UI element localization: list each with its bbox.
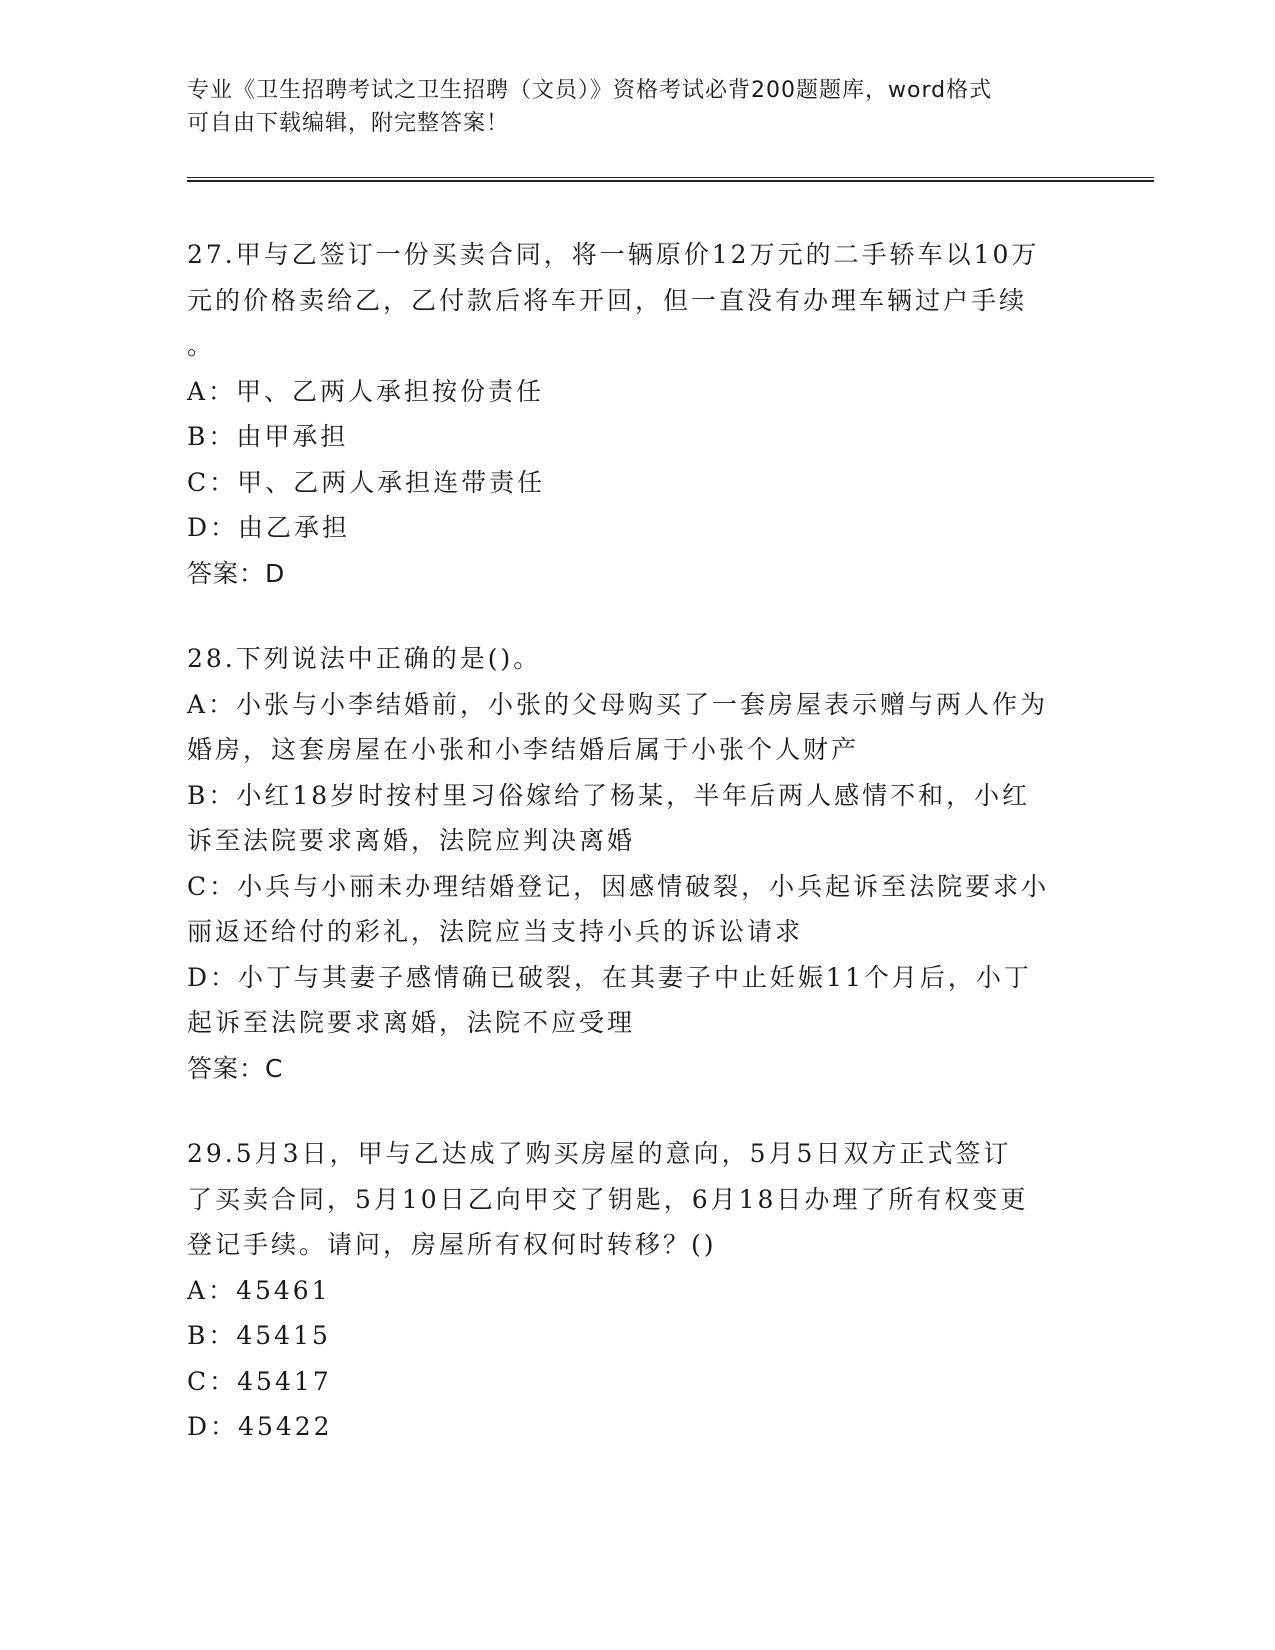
question-stem-line: 27.甲与乙签订一份买卖合同，将一辆原价12万元的二手轿车以10万 xyxy=(187,240,1040,269)
option-b: B：45415 xyxy=(187,1321,331,1350)
question-stem-line: 。 xyxy=(187,331,216,360)
option-b: B：由甲承担 xyxy=(187,422,349,451)
question-27 xyxy=(187,232,1087,596)
option-a: A：小张与小李结婚前，小张的父母购买了一套房屋表示赠与两人作为 xyxy=(187,689,1049,719)
question-stem-line: 元的价格卖给乙，乙付款后将车开回，但一直没有办理车辆过户手续 xyxy=(187,285,1028,315)
option-b: B：小红18岁时按村里习俗嫁给了杨某，半年后两人感情不和，小红 xyxy=(187,780,1031,810)
option-a-continued: 婚房，这套房屋在小张和小李结婚后属于小张个人财产 xyxy=(187,735,860,764)
option-c: C：甲、乙两人承担连带责任 xyxy=(187,467,546,497)
option-d: D：由乙承担 xyxy=(187,513,351,542)
question-list xyxy=(187,232,1087,1490)
question-stem-line: 29.5月3日，甲与乙达成了购买房屋的意向，5月5日双方正式签订 xyxy=(187,1139,1012,1168)
option-a: A：甲、乙两人承担按份责任 xyxy=(187,376,545,406)
header-divider xyxy=(187,177,1154,182)
question-29 xyxy=(187,1131,1087,1450)
option-d: D：45422 xyxy=(187,1412,333,1441)
question-28 xyxy=(187,636,1087,1091)
question-stem-line: 了买卖合同，5月10日乙向甲交了钥匙，6月18日办理了所有权变更 xyxy=(187,1184,1029,1214)
header-line-2: 可自由下载编辑，附完整答案！ xyxy=(187,111,510,136)
question-stem-line: 28.下列说法中正确的是()。 xyxy=(187,644,542,673)
option-c-continued: 丽返还给付的彩礼，法院应当支持小兵的诉讼请求 xyxy=(187,917,804,946)
answer-label: 答案：D xyxy=(187,558,286,588)
header-line-1: 专业《卫生招聘考试之卫生招聘（文员）》资格考试必背200题题库，word格式 xyxy=(187,78,993,103)
question-stem-line: 登记手续。请问，房屋所有权何时转移？() xyxy=(187,1230,717,1259)
option-c: C：45417 xyxy=(187,1366,332,1396)
document-header xyxy=(187,74,1067,140)
answer-label: 答案：C xyxy=(187,1053,284,1083)
option-b-continued: 诉至法院要求离婚，法院应判决离婚 xyxy=(187,826,636,855)
option-a: A：45461 xyxy=(187,1275,331,1305)
option-c: C：小兵与小丽未办理结婚登记，因感情破裂，小兵起诉至法院要求小 xyxy=(187,871,1050,901)
option-d-continued: 起诉至法院要求离婚，法院不应受理 xyxy=(187,1008,636,1037)
option-d: D：小丁与其妻子感情确已破裂，在其妻子中止妊娠11个月后，小丁 xyxy=(187,962,1032,992)
